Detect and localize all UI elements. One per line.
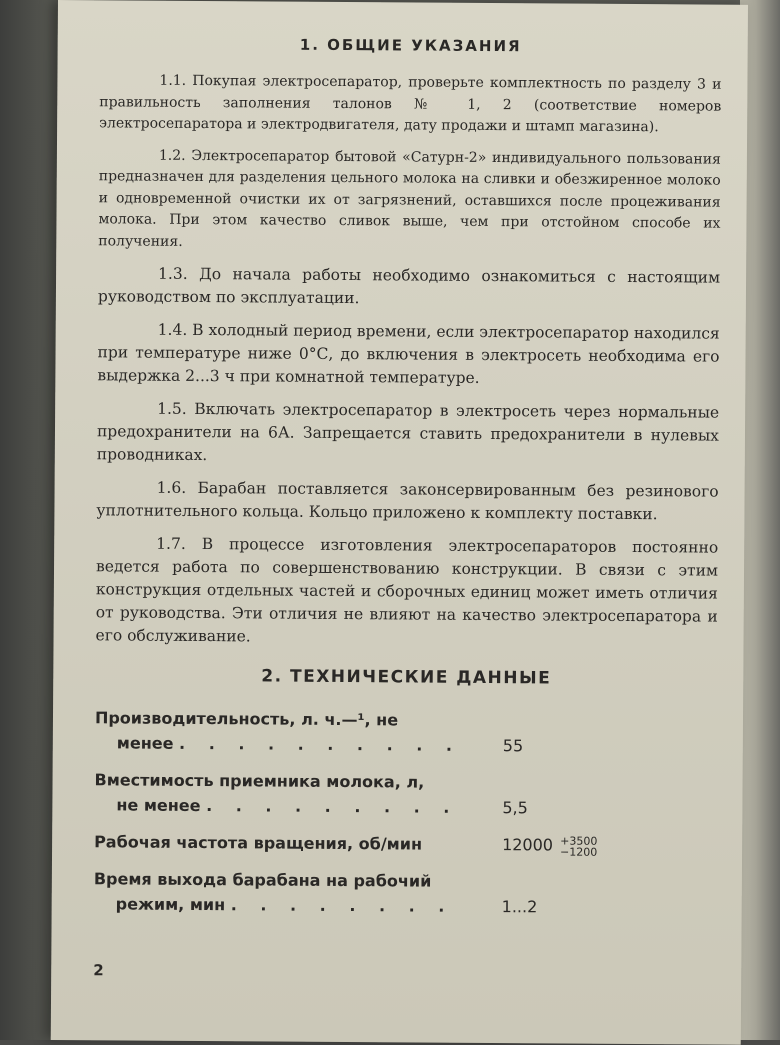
paragraph-1-7: 1.7. В процессе изготовления электросепараторов постоянно ведется работа по совершенствованию конструкции. В связи с этим конструкция отдельных частей и сборочных единиц может иметь отличия от руководства. Эти отличия не влияют на качество электросепаратора и его обслуживание.	[95, 534, 719, 646]
spec-row	[94, 767, 716, 821]
leader-dots: . . . . . . . . .	[206, 796, 459, 817]
leader-dots: . . . . . . . . . .	[179, 733, 462, 755]
spec-label	[95, 705, 495, 758]
spec-label	[94, 866, 494, 919]
technical-specs	[94, 705, 717, 920]
tolerance-plus: +3500	[560, 834, 598, 848]
spec-row	[94, 829, 716, 858]
spec-value: 55	[502, 736, 524, 756]
spec-value-main: 12000	[502, 835, 554, 855]
page-content	[93, 26, 722, 980]
paragraph-1-3: 1.3. До начала работы необходимо ознакомиться с настоящим руководством по эксплуатации.	[97, 264, 721, 308]
paragraph-1-1: 1.1. Покупая электросепаратор, проверьте комплектность по разделу 3 и правильность заполнения талонов № 1, 2 (соответствие номеров электросепаратора и электродвигателя, дату продажи и штамп магазина).	[99, 72, 722, 136]
spec-value	[494, 832, 597, 858]
spec-value: 1...2	[501, 897, 538, 917]
paragraph-1-6: 1.6. Барабан поставляется законсервированным без резинового уплотнительного кольца. Кольцо приложено к комплекту поставки.	[96, 478, 719, 524]
section-2-title: 2. ТЕХНИЧЕСКИЕ ДАННЫЕ	[261, 666, 552, 689]
spec-label	[94, 829, 494, 857]
paragraph-1-2: 1.2. Электросепаратор бытовой «Сатурн-2» индивидуального пользования предназначен для разделения цельного молока на сливки и обезжиренное молоко и одновременной очистки их от загрязнений, оставшихся после процеживания молока. При этом качество сливок выше, чем при отстойном способе их получения.	[98, 147, 721, 250]
spec-label	[94, 767, 494, 820]
spec-row	[94, 866, 716, 920]
spec-value: 5,5	[502, 798, 528, 818]
spec-label-line: не менее	[116, 795, 201, 816]
section-1-title: 1. ОБЩИЕ УКАЗАНИЯ	[299, 35, 522, 56]
tolerance-minus: −1200	[560, 845, 598, 859]
document-page	[51, 0, 748, 1045]
spec-row	[95, 705, 717, 759]
spec-label-line: менее	[116, 733, 174, 753]
leader-dots: . . . . . . . .	[230, 895, 454, 916]
spec-label-line: Время выхода барабана на рабочий	[93, 869, 432, 891]
spec-label-line: режим, мин	[115, 894, 226, 915]
page-number: 2	[93, 961, 104, 980]
spec-label-line: Производительность, л. ч.—¹, не	[94, 708, 399, 730]
paragraph-1-4: 1.4. В холодный период времени, если электросепаратор находился при температуре ниже 0°С, до включения в электросеть необходима его выдержка 2...3 ч при комнатной температуре.	[97, 320, 720, 387]
spec-label-line: Вместимость приемника молока, л,	[94, 770, 425, 792]
paragraph-1-5: 1.5. Включать электросепаратор в электросеть через нормальные предохранители на 6А. Запрещается ставить предохранители в нулевых проводниках.	[96, 399, 720, 465]
spec-label-line: Рабочая частота вращения, об/мин	[94, 832, 423, 854]
tolerance	[560, 835, 597, 857]
